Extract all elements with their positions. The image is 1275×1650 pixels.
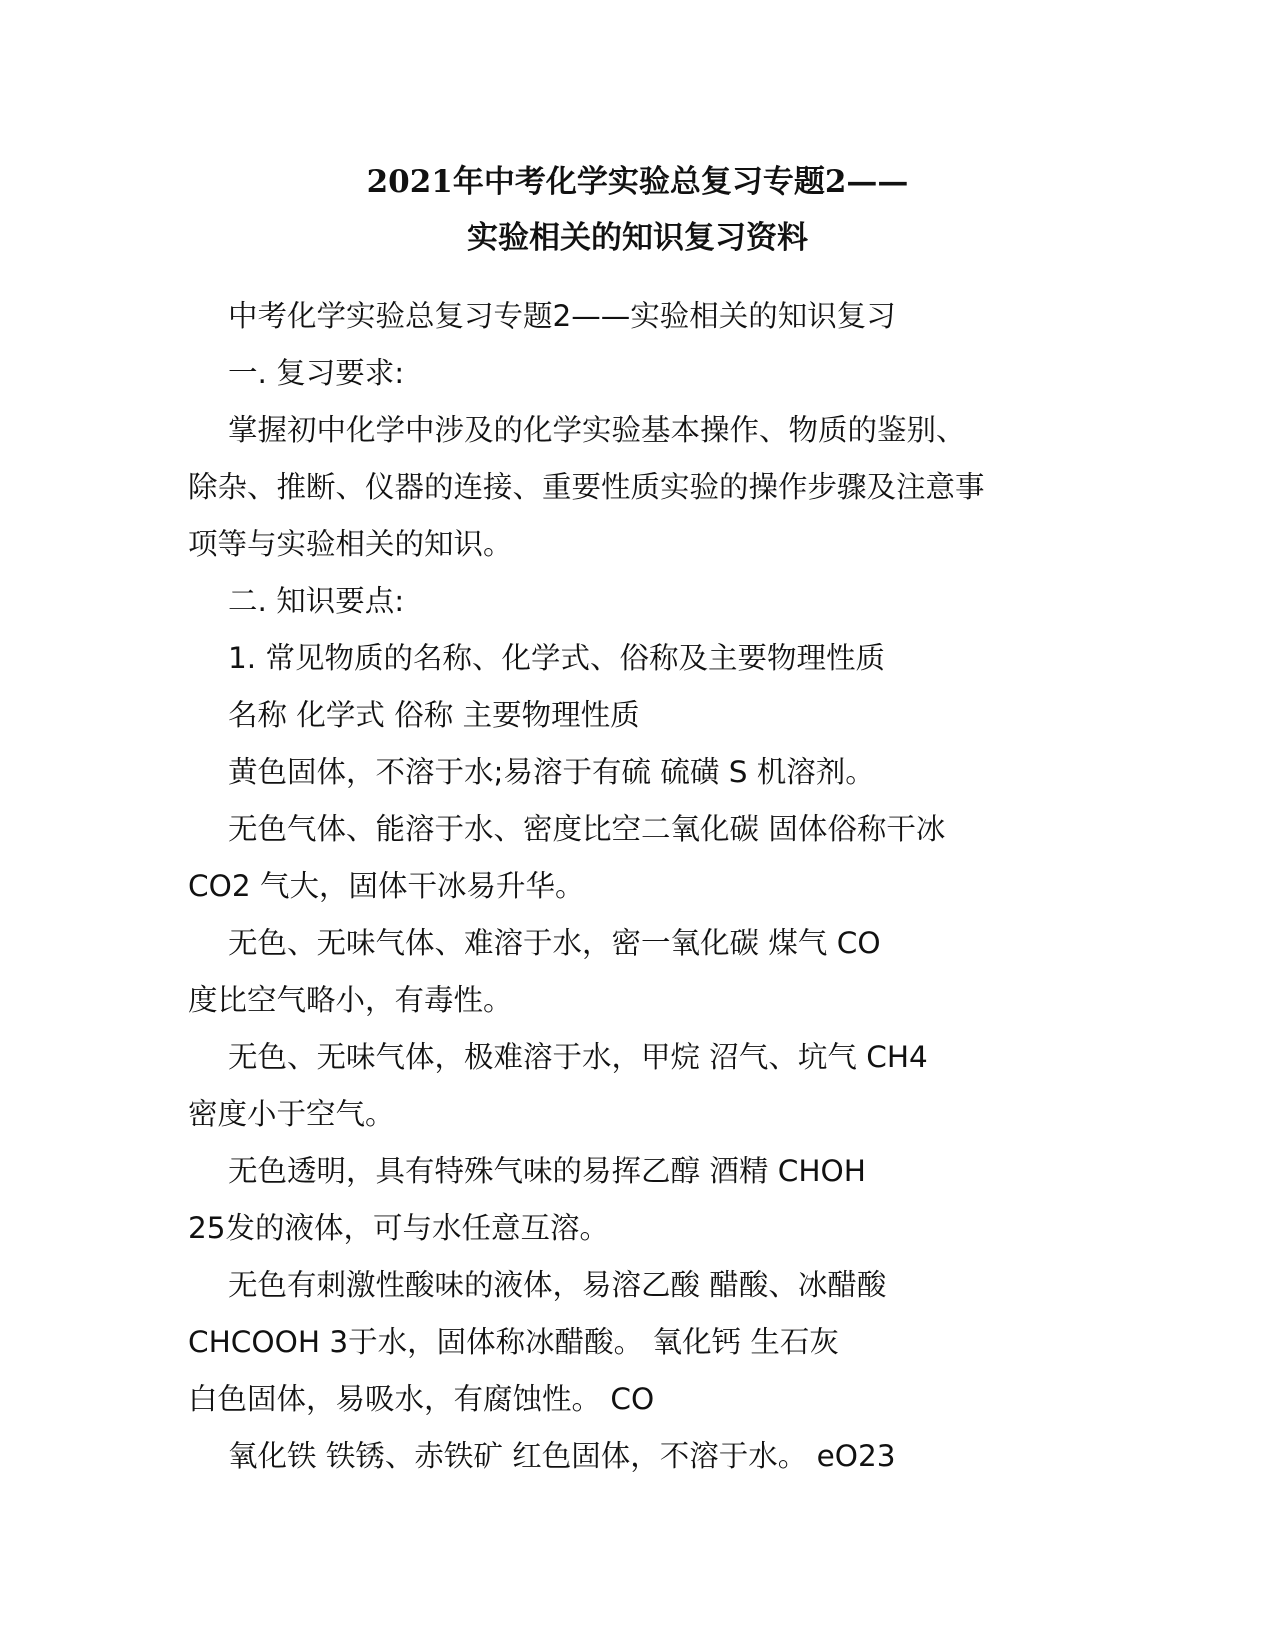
body-line: 中考化学实验总复习专题2——实验相关的知识复习 — [228, 299, 896, 333]
body-line: 25发的液体，可与水任意互溶。 — [188, 1211, 610, 1245]
body-line: CO2 气大，固体干冰易升华。 — [188, 869, 585, 903]
body-line: 除杂、推断、仪器的连接、重要性质实验的操作步骤及注意事 — [188, 470, 985, 504]
body-line: 氧化铁 铁锈、赤铁矿 红色固体，不溶于水。 eO23 — [228, 1439, 896, 1473]
body-line: 白色固体，易吸水，有腐蚀性。 CO — [188, 1382, 655, 1416]
body-line: 无色、无味气体、难溶于水，密一氧化碳 煤气 CO — [228, 926, 881, 960]
document-title-line-2: 实验相关的知识复习资料 — [467, 220, 808, 256]
document-title-line-1: 2021年中考化学实验总复习专题2—— — [366, 164, 909, 200]
body-line: 名称 化学式 俗称 主要物理性质 — [228, 698, 640, 732]
body-line: 掌握初中化学中涉及的化学实验基本操作、物质的鉴别、 — [228, 413, 966, 447]
body-line: CHCOOH 3于水，固体称冰醋酸。 氧化钙 生石灰 — [188, 1325, 839, 1359]
body-line: 一. 复习要求: — [228, 356, 405, 390]
body-line: 无色有刺激性酸味的液体，易溶乙酸 醋酸、冰醋酸 — [228, 1268, 887, 1302]
body-line: 二. 知识要点: — [228, 584, 405, 618]
body-line: 项等与实验相关的知识。 — [188, 527, 513, 561]
body-line: 黄色固体，不溶于水;易溶于有硫 硫磺 S 机溶剂。 — [228, 755, 875, 789]
body-line: 无色气体、能溶于水、密度比空二氧化碳 固体俗称干冰 — [228, 812, 946, 846]
document-body — [188, 288, 1098, 1485]
body-line: 度比空气略小，有毒性。 — [188, 983, 513, 1017]
body-line: 密度小于空气。 — [188, 1097, 395, 1131]
body-line: 无色、无味气体，极难溶于水，甲烷 沼气、坑气 CH4 — [228, 1040, 928, 1074]
body-line: 1. 常见物质的名称、化学式、俗称及主要物理性质 — [228, 641, 886, 675]
body-line: 无色透明，具有特殊气味的易挥乙醇 酒精 CHOH — [228, 1154, 866, 1188]
